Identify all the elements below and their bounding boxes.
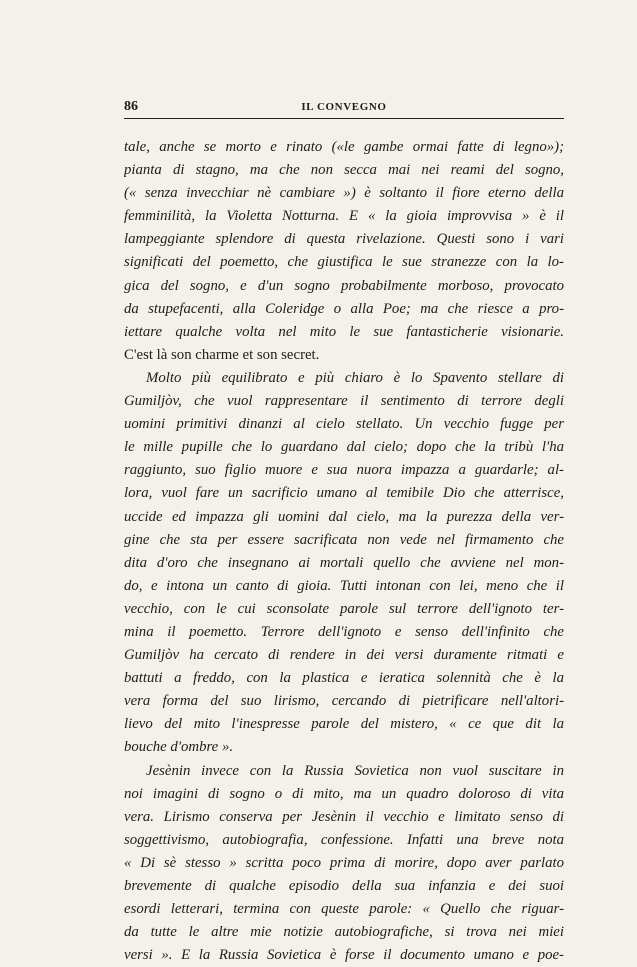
text-line: significati del poemetto, che giustifica le sue stranezze con la lo- (124, 254, 564, 271)
text-line: Molto più equilibrato e più chiaro è lo Spavento stellare di (146, 369, 564, 386)
text-line: dita d'oro che insegnano ai mortali quello che avviene nel mon- (124, 554, 564, 571)
text-line: lampeggiante splendore di questa rivelazione. Questi sono i vari (124, 231, 564, 248)
text-line: mina il poemetto. Terrore dell'ignoto e senso dell'infinito che (124, 623, 564, 640)
text-line: vecchio, con le cui sconsolate parole sul terrore dell'ignoto ter- (124, 600, 564, 617)
running-title: IL CONVEGNO (301, 101, 387, 113)
text-line: tale, anche se morto e rinato («le gambe ormai fatte di legno»); (124, 139, 564, 155)
text-line: « Di sè stesso » scritta poco prima di morire, dopo aver parlato (124, 854, 564, 871)
text-line: C'est là son charme et son secret. (124, 346, 320, 363)
text-line: (« senza invecchiar nè cambiare ») è soltanto il fiore eterno della (124, 185, 564, 202)
text-line: lievo del mito l'inespresse parole del mistero, « ce que dit la (124, 716, 564, 733)
text-line: battuti a freddo, con la plastica e ieratica solennità che è la (124, 670, 564, 687)
page-header (124, 99, 564, 117)
text-line: femminilità, la Violetta Notturna. E « la gioia improvvisa » è il (124, 208, 564, 225)
text-line: uomini primitivi dinanzi al cielo stellato. Un vecchio fugge per (124, 416, 564, 433)
text-line: da stupefacenti, alla Coleridge o alla Poe; ma che riesce a pro- (124, 300, 564, 317)
text-line: le mille pupille che lo guardano dal cielo; dopo che la tribù l'ha (124, 439, 564, 456)
text-line: bouche d'ombre ». (124, 739, 234, 756)
text-line: vera forma del suo lirismo, cercando di pietrificare nell'altori- (124, 693, 564, 710)
text-line: brevemente di qualche episodio della sua infanzia e dei suoi (124, 878, 564, 894)
text-line: Jesènin invece con la Russia Sovietica non vuol suscitare in (146, 762, 564, 779)
body-text (124, 136, 564, 967)
text-line: gica del sogno, e d'un sogno probabilmente morboso, provocato (124, 277, 564, 294)
text-line: soggettivismo, autobiografia, confessione. Infatti una breve nota (124, 831, 564, 848)
text-line: Gumiljòv ha cercato di rendere in dei versi duramente ritmati e (124, 647, 564, 664)
text-line: da tutte le altre mie notizie autobiografiche, si trova nei miei (124, 924, 564, 941)
text-line: esordi letterari, termina con queste parole: « Quello che riguar- (124, 901, 564, 918)
text-line: raggiunto, suo figlio muore e sua nuora impazza a guardarle; al- (124, 462, 564, 479)
text-line: versi ». E la Russia Sovietica è forse il documento umano e poe- (124, 947, 564, 964)
text-line: vera. Lirismo conserva per Jesènin il vecchio e limitato senso di (124, 808, 564, 825)
page-number: 86 (124, 99, 138, 114)
text-line: noi imagini di sogno o di mito, ma un quadro doloroso di vita (124, 785, 564, 802)
header-rule (124, 118, 564, 119)
text-line: gine che sta per essere sacrificata non vede nel firmamento che (124, 531, 564, 548)
text-line: pianta di stagno, ma che non secca mai nei reami del sogno, (124, 162, 564, 179)
text-line: uccide ed impazza gli uomini dal cielo, ma la purezza della ver- (124, 508, 564, 525)
text-line: do, e intona un canto di gioia. Tutti intonan con lei, meno che il (124, 577, 564, 594)
text-line: iettare qualche volta nel mito le sue fantasticherie visionarie. (124, 323, 564, 340)
text-line: Gumiljòv, che vuol rappresentare il sentimento di terrore degli (124, 393, 564, 410)
text-line: lora, vuol fare un sacrificio umano al temibile Dio che atterrisce, (124, 485, 564, 502)
